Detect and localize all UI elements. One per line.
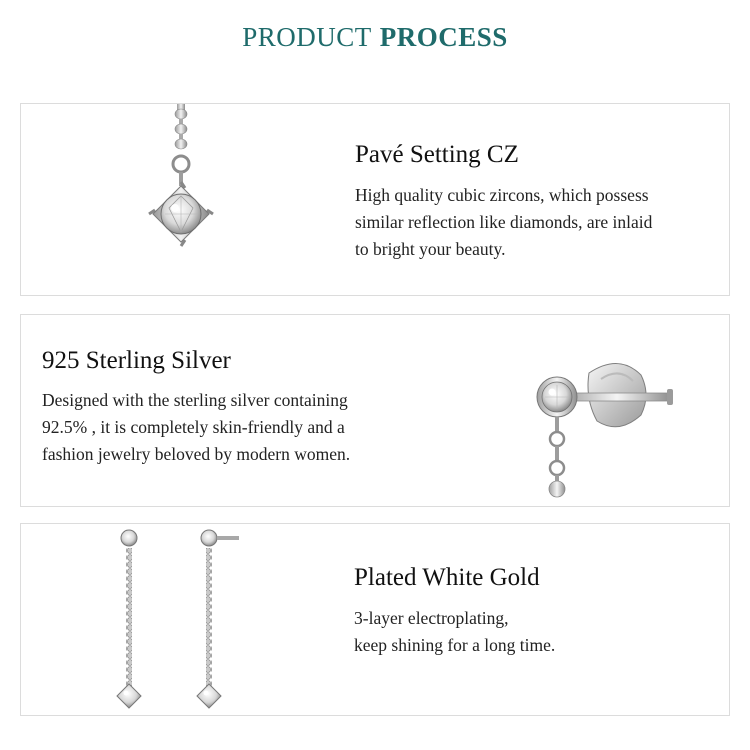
feature-description	[42, 387, 350, 468]
chain-drop-earrings-pair-icon	[91, 526, 251, 714]
page-title	[0, 22, 750, 53]
feature-description-line: to bright your beauty.	[355, 239, 506, 259]
feature-description-line: 92.5% , it is completely skin-friendly and a	[42, 417, 345, 437]
title-bold: PROCESS	[379, 22, 508, 52]
feature-description	[354, 605, 555, 659]
feature-panel-pave-setting	[20, 103, 730, 296]
feature-title: Plated White Gold	[354, 564, 540, 591]
dangle-earring-cz-icon	[141, 104, 251, 294]
feature-description-line: 3-layer electroplating,	[354, 608, 509, 628]
feature-title: 925 Sterling Silver	[42, 347, 231, 374]
feature-panel-sterling-silver	[20, 314, 730, 507]
feature-description-line: similar reflection like diamonds, are inlaid	[355, 212, 653, 232]
feature-description-line: keep shining for a long time.	[354, 635, 556, 655]
feature-panel-white-gold	[20, 523, 730, 716]
feature-description-line: Designed with the sterling silver containing	[42, 390, 348, 410]
feature-description-line: High quality cubic zircons, which possess	[355, 185, 649, 205]
stud-earring-side-view-icon	[501, 355, 691, 505]
feature-description-line: fashion jewelry beloved by modern women.	[42, 444, 351, 464]
title-light: PRODUCT	[242, 22, 372, 52]
feature-title: Pavé Setting CZ	[355, 141, 519, 168]
feature-description	[355, 182, 652, 263]
